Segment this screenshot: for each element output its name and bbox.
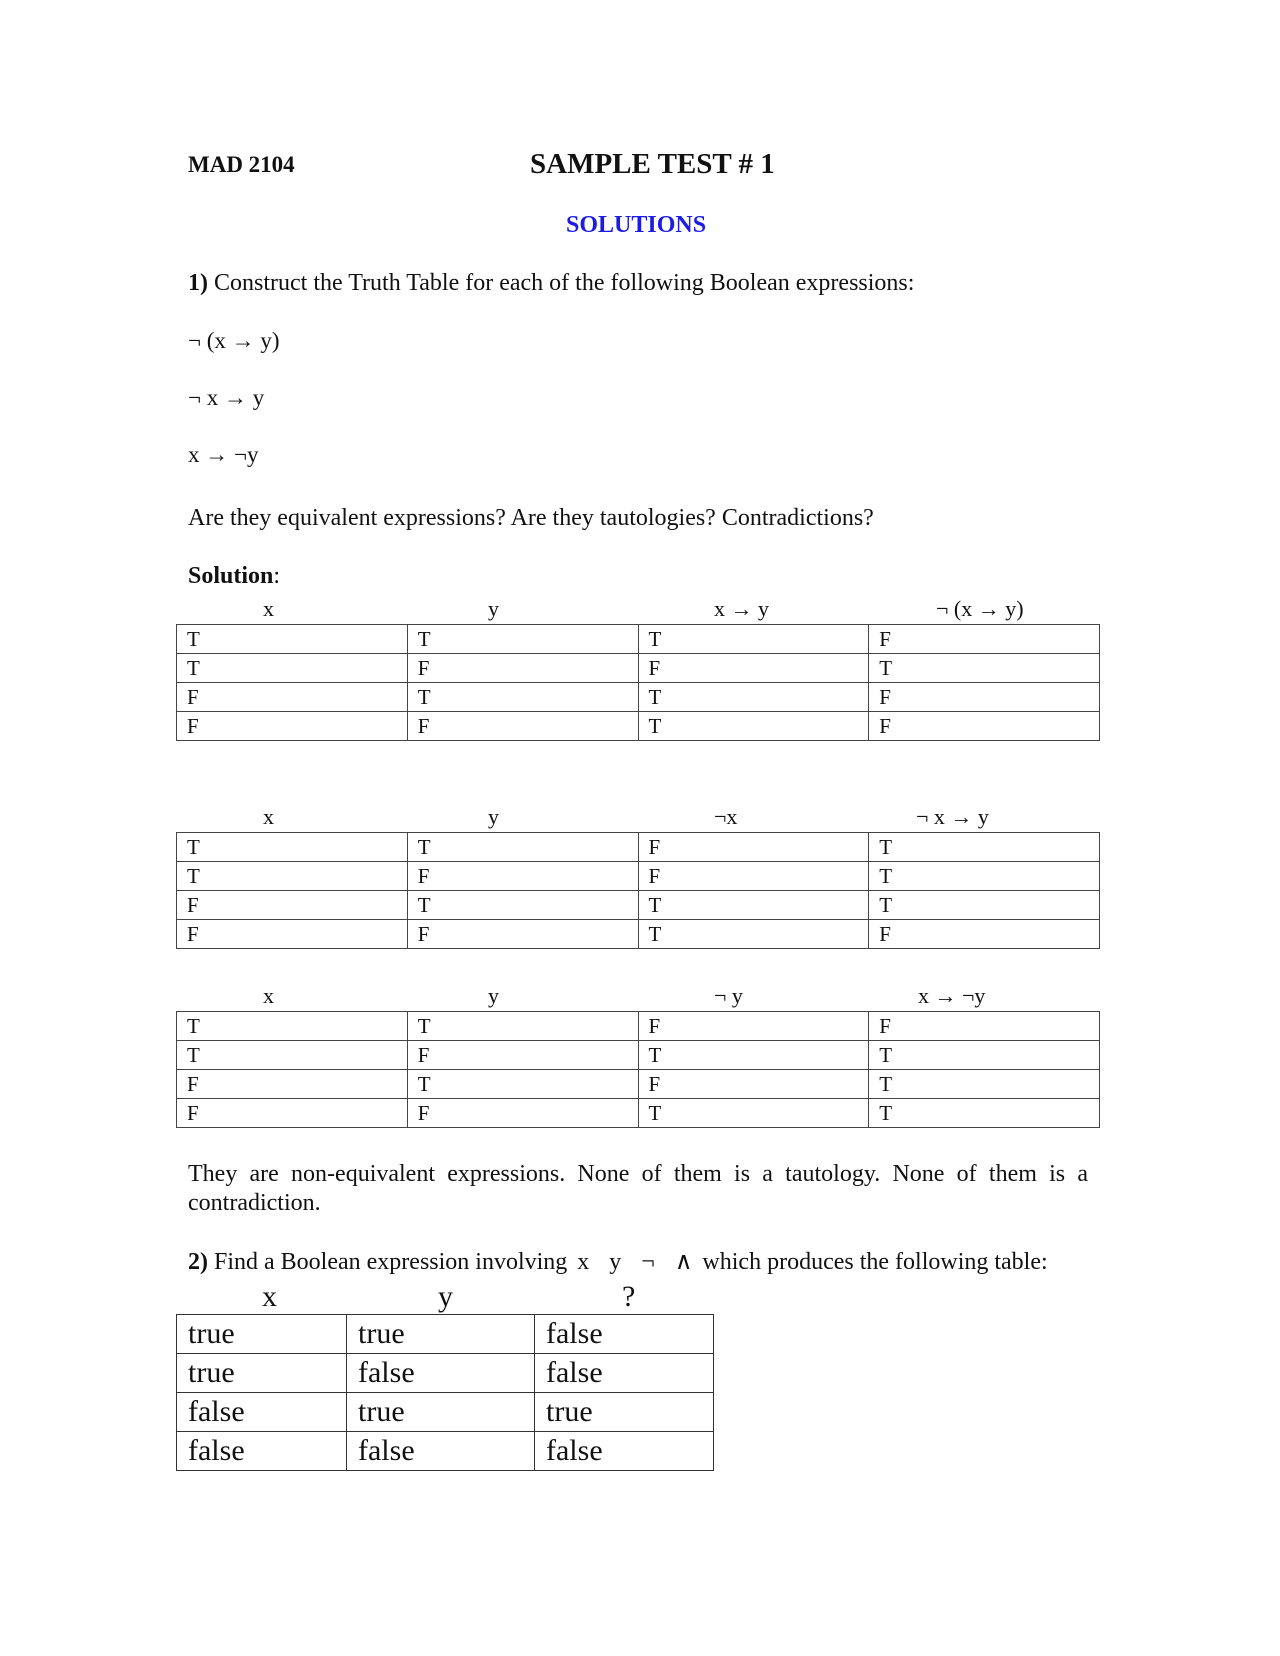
table-cell: T: [869, 891, 1100, 920]
table-cell: T: [869, 1041, 1100, 1070]
table-cell: false: [347, 1354, 535, 1393]
truth-table-2: [176, 806, 1100, 949]
expression-1: ¬ (x → y): [188, 328, 280, 353]
table-cell: T: [177, 625, 408, 654]
table-cell: F: [638, 1012, 869, 1041]
table-cell: false: [177, 1393, 347, 1432]
table-cell: true: [177, 1354, 347, 1393]
table-cell: T: [638, 712, 869, 741]
table-cell: false: [177, 1432, 347, 1471]
table-cell: T: [177, 862, 408, 891]
solutions-heading: SOLUTIONS: [566, 212, 707, 238]
question-2-number: 2): [188, 1249, 208, 1275]
table-cell: false: [535, 1432, 714, 1471]
table-row: [177, 712, 1100, 741]
question-1-text: Construct the Truth Table for each of the following Boolean expressions:: [208, 270, 915, 296]
table-cell: F: [407, 862, 638, 891]
header-x-then-not-y: x → ¬y: [918, 983, 986, 1008]
question-2: [188, 1247, 1048, 1276]
course-code: MAD 2104: [188, 152, 295, 177]
table-row: [177, 1354, 714, 1393]
table-cell: F: [407, 920, 638, 949]
header-y: y: [438, 1280, 453, 1313]
table-cell: T: [177, 654, 408, 683]
header-not-x-then-y: ¬ x → y: [916, 804, 989, 829]
table-cell: F: [638, 654, 869, 683]
solution-label-text: Solution: [188, 563, 274, 589]
header-not-y: ¬ y: [714, 983, 743, 1008]
header-y: y: [488, 804, 499, 829]
table-cell: T: [177, 833, 408, 862]
truth-table-2-body: [176, 832, 1100, 949]
question-1: [188, 270, 914, 297]
solution-label-colon: :: [273, 563, 281, 589]
table-cell: T: [869, 862, 1100, 891]
question-2-table-body: [176, 1314, 714, 1471]
table-cell: T: [177, 1012, 408, 1041]
table-cell: F: [869, 920, 1100, 949]
header-y: y: [488, 983, 499, 1008]
table-cell: F: [407, 654, 638, 683]
table-cell: F: [638, 862, 869, 891]
symbol-not: ¬: [641, 1249, 655, 1275]
table-row: [177, 1041, 1100, 1070]
question-2-text-before: Find a Boolean expression involving: [208, 1249, 568, 1275]
table-cell: F: [407, 712, 638, 741]
table-cell: T: [407, 1012, 638, 1041]
table-cell: T: [638, 625, 869, 654]
table-cell: T: [869, 654, 1100, 683]
table-cell: F: [177, 1099, 408, 1128]
conclusion-text: They are non-equivalent expressions. None of them is a tautology. None of them is a contradiction.: [188, 1161, 1088, 1216]
header-not-x: ¬x: [714, 804, 738, 829]
table-cell: T: [638, 1099, 869, 1128]
table-row: [177, 654, 1100, 683]
table-row: [177, 1315, 714, 1354]
truth-table-1-header: [176, 598, 1100, 624]
solution-label: [188, 563, 280, 590]
header-x-implies-y: x → y: [714, 596, 769, 621]
truth-table-1: [176, 598, 1100, 741]
expression-3: x → ¬y: [188, 442, 259, 467]
table-cell: false: [535, 1354, 714, 1393]
table-cell: T: [638, 1041, 869, 1070]
table-cell: F: [638, 1070, 869, 1099]
symbol-y: y: [609, 1249, 622, 1275]
table-row: [177, 1070, 1100, 1099]
expression-2: ¬ x → y: [188, 385, 265, 410]
question-2-table: [176, 1282, 713, 1471]
table-cell: true: [535, 1393, 714, 1432]
table-cell: false: [347, 1432, 535, 1471]
table-cell: F: [869, 1012, 1100, 1041]
table-row: [177, 1432, 714, 1471]
header-x: x: [262, 1280, 277, 1313]
symbol-and: ∧: [674, 1249, 693, 1275]
question-1-prompt: Are they equivalent expressions? Are they tautologies? Contradictions?: [188, 505, 874, 531]
table-row: [177, 891, 1100, 920]
table-cell: T: [638, 920, 869, 949]
table-row: [177, 862, 1100, 891]
table-row: [177, 920, 1100, 949]
table-cell: T: [407, 1070, 638, 1099]
header-unknown: ?: [622, 1280, 636, 1313]
table-cell: T: [177, 1041, 408, 1070]
table-cell: true: [347, 1393, 535, 1432]
table-cell: F: [177, 712, 408, 741]
table-cell: T: [407, 625, 638, 654]
table-cell: T: [869, 1099, 1100, 1128]
page-title: SAMPLE TEST # 1: [530, 148, 775, 180]
header-not-x-implies-y: ¬ (x → y): [936, 596, 1024, 621]
table-row: [177, 1393, 714, 1432]
table-cell: T: [638, 891, 869, 920]
table-row: [177, 1012, 1100, 1041]
table-cell: F: [177, 891, 408, 920]
symbol-x: x: [577, 1249, 590, 1275]
table-row: [177, 683, 1100, 712]
question-2-table-header: [176, 1282, 713, 1314]
header-x: x: [263, 983, 274, 1008]
table-cell: T: [869, 1070, 1100, 1099]
table-cell: F: [177, 920, 408, 949]
truth-table-3-body: [176, 1011, 1100, 1128]
truth-table-1-body: [176, 624, 1100, 741]
table-cell: false: [535, 1315, 714, 1354]
truth-table-2-header: [176, 806, 1100, 832]
table-cell: true: [347, 1315, 535, 1354]
table-row: [177, 625, 1100, 654]
table-cell: F: [407, 1099, 638, 1128]
truth-table-3-header: [176, 985, 1100, 1011]
header-y: y: [488, 596, 499, 621]
table-cell: T: [869, 833, 1100, 862]
table-cell: T: [407, 891, 638, 920]
header-x: x: [263, 804, 274, 829]
table-cell: F: [407, 1041, 638, 1070]
header-x: x: [263, 596, 274, 621]
table-cell: F: [638, 833, 869, 862]
question-1-number: 1): [188, 270, 208, 296]
table-cell: T: [407, 683, 638, 712]
table-cell: T: [638, 683, 869, 712]
table-cell: F: [869, 625, 1100, 654]
table-cell: F: [177, 683, 408, 712]
table-row: [177, 1099, 1100, 1128]
table-cell: F: [869, 712, 1100, 741]
table-cell: true: [177, 1315, 347, 1354]
table-row: [177, 833, 1100, 862]
table-cell: F: [177, 1070, 408, 1099]
table-cell: F: [869, 683, 1100, 712]
truth-table-3: [176, 985, 1100, 1128]
question-2-text-after: which produces the following table:: [702, 1249, 1048, 1275]
table-cell: T: [407, 833, 638, 862]
